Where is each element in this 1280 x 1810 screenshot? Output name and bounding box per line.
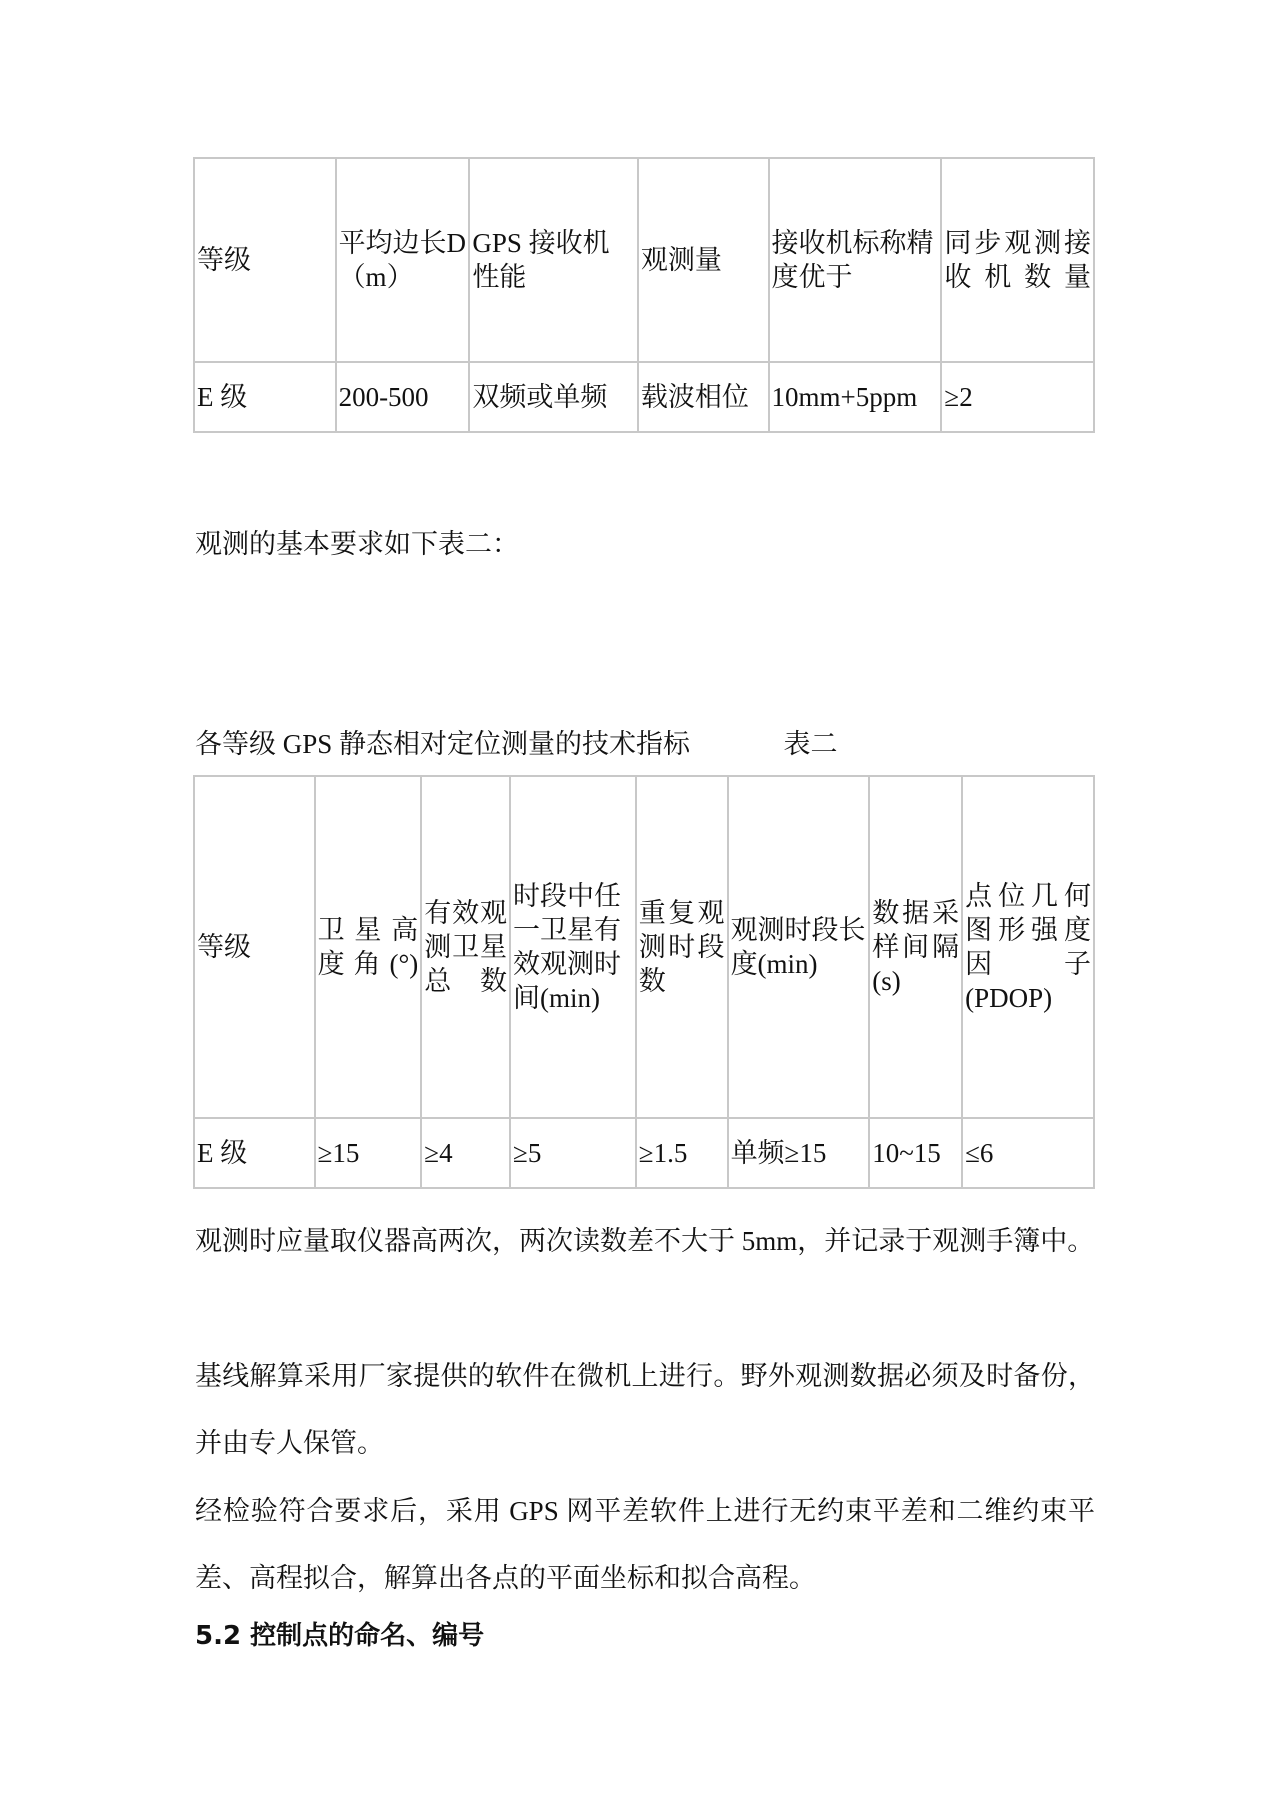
cell-session-length: 单频≥15 bbox=[728, 1118, 870, 1188]
table2-caption-title: 各等级 GPS 静态相对定位测量的技术指标 bbox=[195, 729, 691, 759]
header-receiver-performance: GPS 接收机性能 bbox=[469, 158, 638, 362]
paragraph-baseline-solution: 基线解算采用厂家提供的软件在微机上进行。野外观测数据必须及时备份，并由专人保管。 bbox=[195, 1361, 1095, 1458]
header-repeat-sessions: 重复观测时段数 bbox=[636, 776, 728, 1118]
cell-grade: E 级 bbox=[194, 362, 336, 432]
cell-elevation-angle: ≥15 bbox=[315, 1118, 422, 1188]
header-valid-satellites: 有效观测卫星总数 bbox=[421, 776, 510, 1118]
cell-pdop: ≤6 bbox=[962, 1118, 1094, 1188]
header-satellite-observation-time: 时段中任一卫星有效观测时间(min) bbox=[510, 776, 636, 1118]
cell-avg-side-length: 200-500 bbox=[336, 362, 470, 432]
cell-nominal-accuracy: 10mm+5ppm bbox=[769, 362, 942, 432]
header-observable: 观测量 bbox=[638, 158, 769, 362]
receiver-spec-table bbox=[193, 157, 1095, 433]
table-row bbox=[194, 1118, 1094, 1188]
section-heading: 5.2 控制点的命名、编号 bbox=[195, 1621, 485, 1651]
cell-satellite-observation-time: ≥5 bbox=[510, 1118, 636, 1188]
static-positioning-spec-table bbox=[193, 775, 1095, 1189]
header-elevation-angle: 卫星高度角(°) bbox=[315, 776, 422, 1118]
header-session-length: 观测时段长度(min) bbox=[728, 776, 870, 1118]
table2-caption-tag: 表二 bbox=[783, 729, 838, 759]
header-grade: 等级 bbox=[194, 776, 315, 1118]
header-nominal-accuracy: 接收机标称精度优于 bbox=[769, 158, 942, 362]
paragraph-instrument-height: 观测时应量取仪器高两次，两次读数差不大于 5mm，并记录于观测手簿中。 bbox=[195, 1226, 1095, 1256]
header-grade: 等级 bbox=[194, 158, 336, 362]
table-header-row bbox=[194, 158, 1094, 362]
paragraph-adjustment: 经检验符合要求后，采用 GPS 网平差软件上进行无约束平差和二维约束平差、高程拟合，解算出各点的平面坐标和拟合高程。 bbox=[195, 1496, 1095, 1593]
table-row bbox=[194, 362, 1094, 432]
header-sampling-interval: 数据采样间隔(s) bbox=[869, 776, 962, 1118]
cell-observable: 载波相位 bbox=[638, 362, 769, 432]
table-header-row bbox=[194, 776, 1094, 1118]
header-pdop: 点位几何图形强度因子(PDOP) bbox=[962, 776, 1094, 1118]
cell-repeat-sessions: ≥1.5 bbox=[636, 1118, 728, 1188]
cell-sync-receivers: ≥2 bbox=[941, 362, 1094, 432]
cell-valid-satellites: ≥4 bbox=[421, 1118, 510, 1188]
cell-sampling-interval: 10~15 bbox=[869, 1118, 962, 1188]
cell-grade: E 级 bbox=[194, 1118, 315, 1188]
header-sync-receivers: 同步观测接收机数量 bbox=[941, 158, 1094, 362]
intro-paragraph: 观测的基本要求如下表二： bbox=[195, 529, 519, 559]
table2-caption bbox=[195, 722, 838, 761]
cell-receiver-performance: 双频或单频 bbox=[469, 362, 638, 432]
header-avg-side-length: 平均边长D（m） bbox=[336, 158, 470, 362]
